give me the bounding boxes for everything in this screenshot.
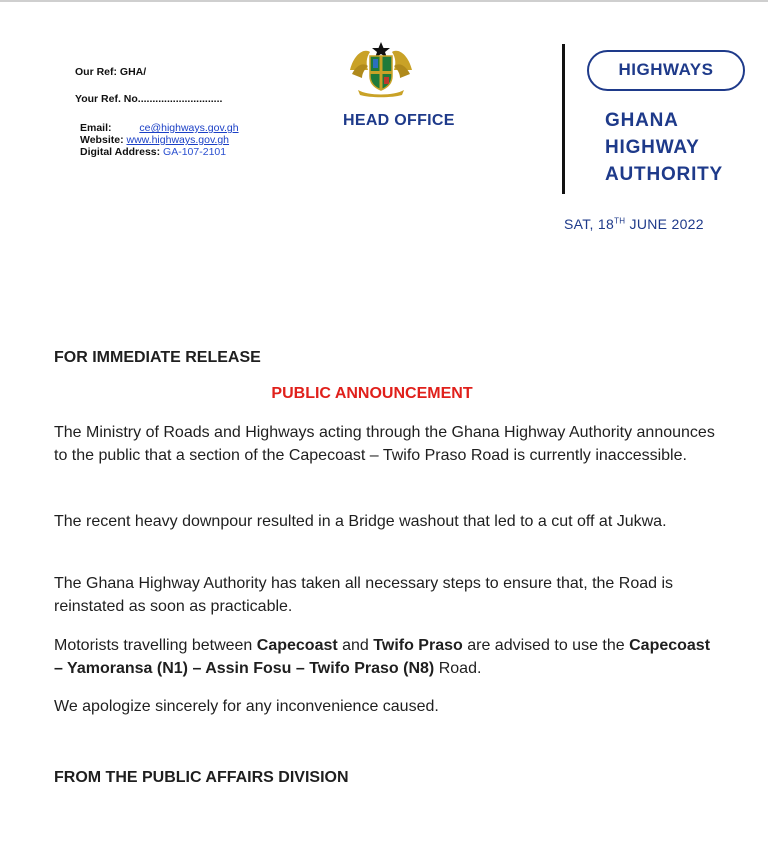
highways-badge: HIGHWAYS xyxy=(587,50,745,91)
p4-part-g: Road. xyxy=(434,660,482,677)
ghana-coat-of-arms-icon xyxy=(346,40,416,98)
agency-name xyxy=(605,107,723,188)
your-ref: Your Ref. No............................. xyxy=(75,93,223,105)
agency-line-2: HIGHWAY xyxy=(605,137,700,158)
p4-part-e: are advised to use the xyxy=(462,637,630,654)
signoff: FROM THE PUBLIC AFFAIRS DIVISION xyxy=(54,769,349,786)
contact-block xyxy=(80,122,239,158)
address-value: GA-107-2101 xyxy=(163,146,227,158)
head-office: HEAD OFFICE xyxy=(343,112,455,129)
p4-origin: Capecoast xyxy=(256,637,338,654)
release-heading: FOR IMMEDIATE RELEASE xyxy=(54,349,261,366)
agency-line-3: AUTHORITY xyxy=(605,164,724,185)
email-row xyxy=(80,122,239,134)
address-label: Digital Address: xyxy=(80,146,161,158)
p4-part-c: and xyxy=(337,637,374,654)
announcement-title: PUBLIC ANNOUNCEMENT xyxy=(271,385,473,402)
paragraph-4 xyxy=(54,634,714,680)
top-border xyxy=(0,0,768,2)
website-link[interactable]: www.highways.gov.gh xyxy=(126,134,230,146)
date-suffix: JUNE 2022 xyxy=(625,216,704,232)
paragraph-2: The recent heavy downpour resulted in a Bridge washout that led to a cut off at Jukwa. xyxy=(54,513,667,530)
date-ordinal: TH xyxy=(614,216,626,226)
email-link[interactable]: ce@highways.gov.gh xyxy=(139,122,239,134)
paragraph-1: The Ministry of Roads and Highways acting through the Ghana Highway Authority announces to the public that a section of the Capecoast – Twifo Praso Road is currently inaccessible. xyxy=(54,424,715,464)
paragraph-3: The Ghana Highway Authority has taken all necessary steps to ensure that, the Road is reinstated as soon as practicable. xyxy=(54,575,674,615)
website-row xyxy=(80,134,239,146)
header-divider xyxy=(562,44,565,194)
address-row xyxy=(80,146,239,158)
p4-part-a: Motorists travelling between xyxy=(54,637,257,654)
agency-line-1: GHANA xyxy=(605,110,679,131)
p4-destination: Twifo Praso xyxy=(373,637,463,654)
release-date xyxy=(564,216,704,232)
p4-route: Capecoast – Yamoransa (N1) – Assin Fosu – Twifo Praso (N8) xyxy=(54,637,711,677)
website-label: Website: xyxy=(80,134,124,146)
our-ref: Our Ref: GHA/ xyxy=(75,66,147,78)
date-prefix: SAT, 18 xyxy=(564,216,615,232)
email-label: Email: xyxy=(80,122,112,134)
paragraph-5: We apologize sincerely for any inconvenience caused. xyxy=(54,698,439,715)
